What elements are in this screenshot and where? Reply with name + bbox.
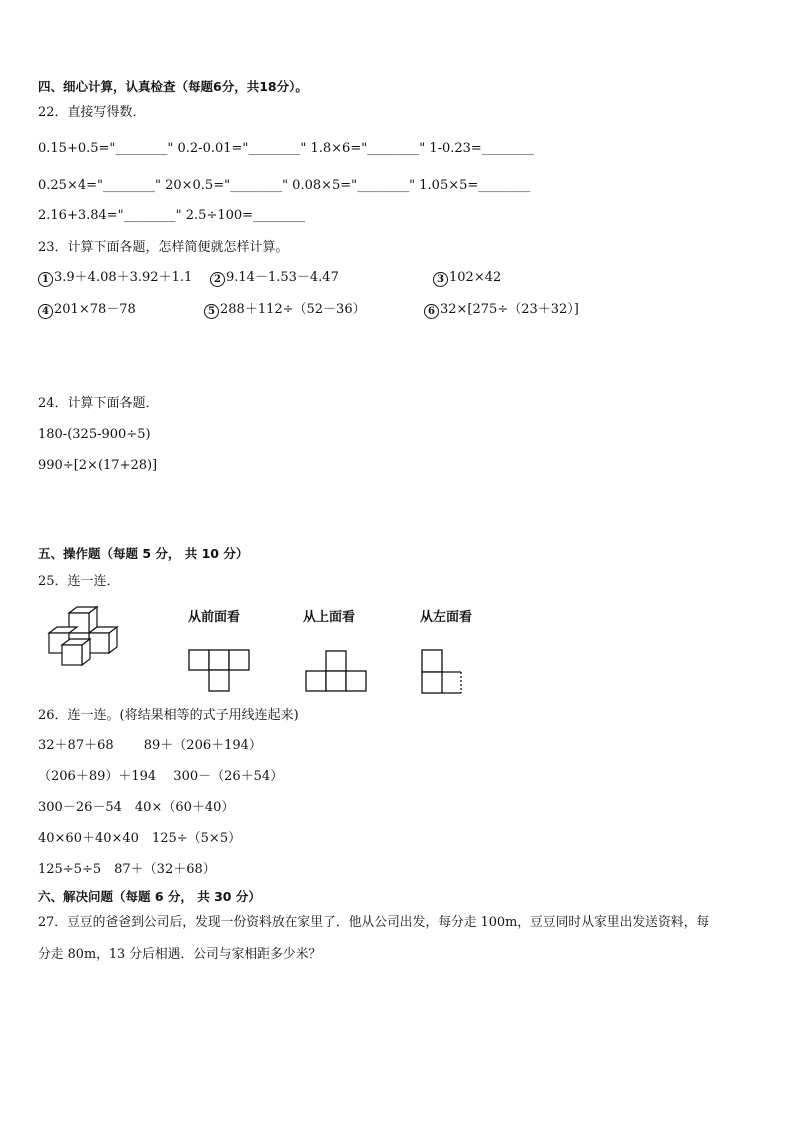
- q22-title: 22．直接写得数．: [38, 105, 146, 120]
- circled-number-1: 1: [38, 272, 53, 287]
- q27-line-1: 27．豆豆的爸爸到公司后，发现一份资料放在家里了．他从公司出发，每分走 100m，豆豆同时从家里出发送资料，每: [38, 915, 710, 930]
- q23-item-4: [38, 302, 136, 319]
- q25-title: 25．连一连．: [38, 574, 120, 589]
- q23-expr-5: 288＋112÷（52－36）: [220, 302, 366, 317]
- q26-row-5: 125÷5÷5 87＋（32＋68）: [38, 862, 216, 877]
- q23-expr-2: 9.14－1.53－4.47: [226, 270, 339, 285]
- q27-line-2: 分走 80m，13 分后相遇．公司与家相距多少米？: [38, 947, 322, 962]
- q24-item-2: 990÷[2×(17+28)]: [38, 458, 158, 473]
- q23-expr-6: 32×[275÷（23＋32）]: [440, 302, 579, 317]
- q26-row-2: （206＋89）＋194 300－（26＋54）: [38, 769, 284, 784]
- section4-heading: 四、细心计算，认真检查（每题6分，共18分）。: [38, 79, 308, 94]
- q23-item-5: [204, 302, 366, 319]
- q24-item-1: 180-(325-900÷5): [38, 427, 151, 442]
- q23-item-3: [433, 270, 501, 287]
- q22-row-2: 0.25×4="________" 20×0.5="________" 0.08×5="________" 1.05×5=________: [38, 178, 531, 193]
- circled-number-2: 2: [210, 272, 225, 287]
- circled-number-6: 6: [424, 304, 439, 319]
- circled-number-3: 3: [433, 272, 448, 287]
- q26-row-4: 40×60＋40×40 125÷（5×5）: [38, 831, 242, 846]
- q23-item-6: [424, 302, 579, 319]
- q26-title: 26．连一连。(将结果相等的式子用线连起来): [38, 708, 299, 723]
- q23-expr-3: 102×42: [449, 270, 502, 285]
- q23-expr-1: 3.9＋4.08＋3.92＋1.1: [54, 270, 193, 285]
- top-view-figure: [305, 650, 369, 694]
- view-label-left: 从左面看: [420, 610, 473, 625]
- section5-heading: 五、操作题（每题 5 分， 共 10 分）: [38, 546, 249, 561]
- q26-row-1: 32＋87＋68 89＋（206＋194）: [38, 738, 262, 753]
- q22-row-3: 2.16+3.84="________" 2.5÷100=________: [38, 208, 306, 223]
- cube-stack-figure: [44, 605, 134, 671]
- circled-number-4: 4: [38, 304, 53, 319]
- q22-row-1: 0.15+0.5="________" 0.2-0.01="________" 1.8×6="________" 1-0.23=________: [38, 141, 534, 156]
- q24-title: 24．计算下面各题．: [38, 396, 159, 411]
- front-view-figure: [188, 649, 252, 693]
- q23-item-2: [210, 270, 339, 287]
- q23-expr-4: 201×78－78: [54, 302, 136, 317]
- circled-number-5: 5: [204, 304, 219, 319]
- q23-title: 23．计算下面各题，怎样简便就怎样计算。: [38, 240, 289, 255]
- q23-item-1: [38, 270, 192, 287]
- q26-row-3: 300－26－54 40×（60＋40）: [38, 800, 235, 815]
- left-view-figure: [421, 649, 465, 695]
- view-label-front: 从前面看: [188, 610, 241, 625]
- section6-heading: 六、解决问题（每题 6 分， 共 30 分）: [38, 889, 261, 904]
- view-label-top: 从上面看: [303, 610, 356, 625]
